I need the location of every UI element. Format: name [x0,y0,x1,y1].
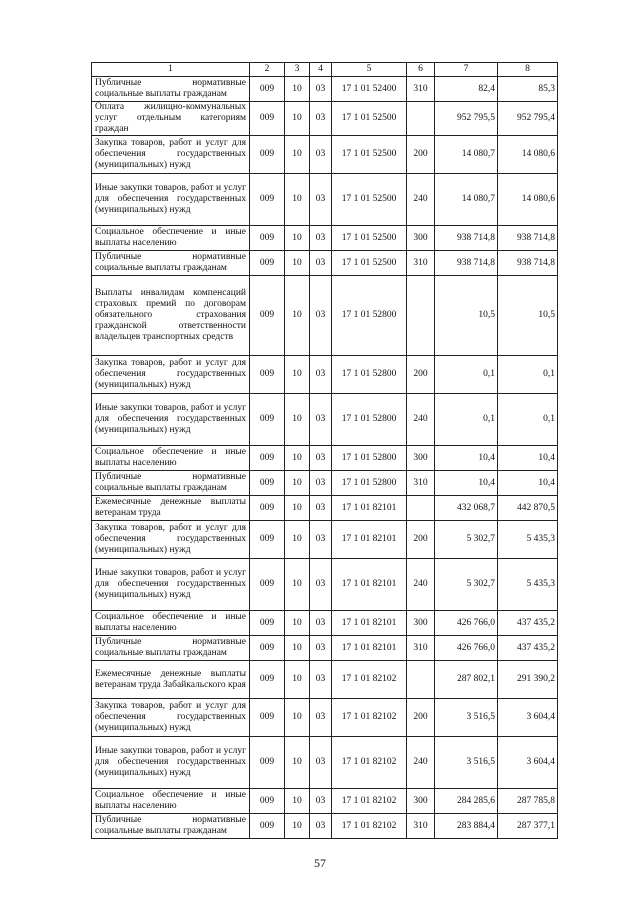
row-value-cell: 03 [310,661,332,699]
row-value-cell: 287 785,8 [498,789,558,814]
row-value-cell: 17 1 01 82102 [332,699,407,737]
row-value-cell: 009 [250,136,285,174]
row-value-cell: 009 [250,789,285,814]
row-value-cell: 85,3 [498,77,558,102]
row-value-cell: 03 [310,737,332,789]
row-value-cell: 17 1 01 52800 [332,471,407,496]
row-value-cell: 10 [285,102,310,136]
row-value-cell: 17 1 01 52500 [332,251,407,276]
row-name-cell: Социальное обеспечение и иные выплаты населению [92,611,250,636]
row-value-cell: 10 [285,471,310,496]
table-row [92,814,558,839]
column-header: 3 [285,63,310,77]
row-value-cell: 10 [285,136,310,174]
column-header: 8 [498,63,558,77]
row-value-cell: 200 [407,356,435,394]
row-value-cell: 17 1 01 82101 [332,559,407,611]
row-value-cell: 0,1 [498,356,558,394]
row-value-cell: 17 1 01 82102 [332,814,407,839]
row-value-cell: 17 1 01 82102 [332,789,407,814]
row-name-cell: Публичные нормативные социальные выплаты гражданам [92,814,250,839]
row-value-cell: 03 [310,102,332,136]
row-value-cell: 17 1 01 82101 [332,521,407,559]
row-value-cell: 009 [250,737,285,789]
table-row [92,471,558,496]
row-value-cell: 17 1 01 52500 [332,226,407,251]
row-value-cell: 432 068,7 [435,496,498,521]
row-name-cell: Социальное обеспечение и иные выплаты населению [92,446,250,471]
row-name-cell: Социальное обеспечение и иные выплаты населению [92,226,250,251]
header-row [92,63,558,77]
row-name-cell: Иные закупки товаров, работ и услуг для обеспечения государственных (муниципальных) нужд [92,394,250,446]
table-row [92,699,558,737]
row-value-cell: 009 [250,446,285,471]
row-value-cell: 82,4 [435,77,498,102]
table-row [92,521,558,559]
row-value-cell: 442 870,5 [498,496,558,521]
row-value-cell: 10 [285,356,310,394]
table-row [92,789,558,814]
row-value-cell [407,276,435,356]
row-value-cell: 426 766,0 [435,636,498,661]
column-header: 5 [332,63,407,77]
row-value-cell: 284 285,6 [435,789,498,814]
row-value-cell: 009 [250,226,285,251]
row-value-cell: 10 [285,251,310,276]
row-value-cell: 17 1 01 82101 [332,496,407,521]
row-value-cell: 10 [285,814,310,839]
row-value-cell: 310 [407,77,435,102]
row-value-cell: 03 [310,394,332,446]
row-value-cell: 287 377,1 [498,814,558,839]
row-value-cell: 300 [407,611,435,636]
row-value-cell: 5 435,3 [498,521,558,559]
row-value-cell: 17 1 01 52800 [332,356,407,394]
budget-table [91,62,558,839]
row-value-cell: 10 [285,226,310,251]
row-value-cell: 10,4 [498,471,558,496]
row-value-cell: 009 [250,251,285,276]
row-value-cell: 17 1 01 52800 [332,276,407,356]
row-name-cell: Публичные нормативные социальные выплаты гражданам [92,251,250,276]
row-value-cell: 17 1 01 82101 [332,611,407,636]
row-value-cell: 240 [407,737,435,789]
row-value-cell: 17 1 01 52500 [332,174,407,226]
row-value-cell: 10,4 [435,471,498,496]
row-value-cell: 009 [250,471,285,496]
row-value-cell: 310 [407,471,435,496]
row-value-cell: 03 [310,814,332,839]
row-value-cell: 310 [407,636,435,661]
table-row [92,226,558,251]
row-name-cell: Иные закупки товаров, работ и услуг для обеспечения государственных (муниципальных) нужд [92,559,250,611]
row-value-cell: 10 [285,699,310,737]
row-value-cell: 03 [310,251,332,276]
row-value-cell: 03 [310,496,332,521]
row-value-cell: 03 [310,699,332,737]
row-value-cell: 009 [250,394,285,446]
row-value-cell: 10 [285,276,310,356]
row-value-cell: 009 [250,496,285,521]
row-value-cell: 03 [310,611,332,636]
row-value-cell: 10,4 [435,446,498,471]
row-value-cell: 5 302,7 [435,521,498,559]
row-value-cell: 17 1 01 82102 [332,737,407,789]
row-value-cell: 03 [310,226,332,251]
row-value-cell: 300 [407,226,435,251]
column-header: 2 [250,63,285,77]
row-name-cell: Ежемесячные денежные выплаты ветеранам труда Забайкальского края [92,661,250,699]
table-row [92,102,558,136]
row-value-cell: 03 [310,559,332,611]
row-value-cell: 17 1 01 82102 [332,661,407,699]
row-value-cell: 10 [285,636,310,661]
row-value-cell: 14 080,6 [498,136,558,174]
row-value-cell: 10 [285,77,310,102]
row-value-cell: 200 [407,699,435,737]
table-row [92,276,558,356]
row-value-cell: 0,1 [435,394,498,446]
row-value-cell: 10 [285,496,310,521]
row-value-cell: 10,5 [435,276,498,356]
row-value-cell: 3 516,5 [435,699,498,737]
row-value-cell: 009 [250,521,285,559]
row-value-cell: 03 [310,446,332,471]
row-value-cell: 10 [285,611,310,636]
row-value-cell: 14 080,7 [435,174,498,226]
row-value-cell: 310 [407,814,435,839]
row-value-cell: 3 604,4 [498,699,558,737]
row-value-cell: 17 1 01 82101 [332,636,407,661]
row-name-cell: Социальное обеспечение и иные выплаты населению [92,789,250,814]
row-value-cell: 300 [407,789,435,814]
row-value-cell: 10 [285,737,310,789]
row-value-cell: 10,4 [498,446,558,471]
row-value-cell: 009 [250,636,285,661]
row-value-cell: 009 [250,356,285,394]
row-value-cell: 437 435,2 [498,611,558,636]
row-value-cell: 10 [285,394,310,446]
row-value-cell: 10 [285,789,310,814]
table-row [92,661,558,699]
row-value-cell: 009 [250,814,285,839]
row-value-cell: 310 [407,251,435,276]
row-value-cell: 3 516,5 [435,737,498,789]
row-value-cell: 17 1 01 52400 [332,77,407,102]
row-value-cell: 200 [407,136,435,174]
row-value-cell: 03 [310,471,332,496]
row-value-cell: 0,1 [498,394,558,446]
row-value-cell: 240 [407,559,435,611]
table-row [92,356,558,394]
row-value-cell: 10 [285,521,310,559]
table-row [92,77,558,102]
row-value-cell: 0,1 [435,356,498,394]
column-header: 7 [435,63,498,77]
row-name-cell: Иные закупки товаров, работ и услуг для обеспечения государственных (муниципальных) нужд [92,737,250,789]
table-row [92,394,558,446]
row-value-cell [407,496,435,521]
table-row [92,251,558,276]
row-name-cell: Закупка товаров, работ и услуг для обеспечения государственных (муниципальных) нужд [92,136,250,174]
row-value-cell: 10 [285,174,310,226]
row-value-cell: 200 [407,521,435,559]
row-value-cell: 009 [250,699,285,737]
row-name-cell: Закупка товаров, работ и услуг для обеспечения государственных (муниципальных) нужд [92,699,250,737]
row-value-cell: 3 604,4 [498,737,558,789]
column-header: 4 [310,63,332,77]
row-name-cell: Публичные нормативные социальные выплаты гражданам [92,77,250,102]
row-value-cell: 03 [310,174,332,226]
row-value-cell: 009 [250,102,285,136]
row-value-cell: 03 [310,521,332,559]
column-header: 6 [407,63,435,77]
row-value-cell: 03 [310,136,332,174]
row-value-cell: 009 [250,174,285,226]
row-value-cell: 17 1 01 52500 [332,136,407,174]
table-row [92,559,558,611]
row-value-cell: 240 [407,174,435,226]
row-value-cell: 009 [250,276,285,356]
row-value-cell: 17 1 01 52800 [332,394,407,446]
row-value-cell: 10 [285,559,310,611]
row-value-cell: 300 [407,446,435,471]
table-row [92,611,558,636]
row-name-cell: Публичные нормативные социальные выплаты гражданам [92,636,250,661]
row-value-cell: 10 [285,446,310,471]
table-row [92,737,558,789]
row-value-cell: 17 1 01 52500 [332,102,407,136]
row-value-cell: 03 [310,636,332,661]
table-row [92,636,558,661]
table-row [92,174,558,226]
column-header: 1 [92,63,250,77]
row-value-cell: 952 795,4 [498,102,558,136]
row-value-cell: 437 435,2 [498,636,558,661]
row-name-cell: Ежемесячные денежные выплаты ветеранам труда [92,496,250,521]
row-value-cell: 938 714,8 [498,251,558,276]
table-row [92,136,558,174]
row-value-cell [407,102,435,136]
row-value-cell: 283 884,4 [435,814,498,839]
row-name-cell: Иные закупки товаров, работ и услуг для обеспечения государственных (муниципальных) нужд [92,174,250,226]
row-name-cell: Выплаты инвалидам компенсаций страховых премий по договорам обязательного страхования гражданской ответственности владельцев транспортных средств [92,276,250,356]
row-name-cell: Закупка товаров, работ и услуг для обеспечения государственных (муниципальных) нужд [92,521,250,559]
row-value-cell: 03 [310,356,332,394]
row-value-cell: 03 [310,77,332,102]
row-value-cell: 17 1 01 52800 [332,446,407,471]
row-value-cell: 291 390,2 [498,661,558,699]
row-value-cell [407,661,435,699]
row-name-cell: Оплата жилищно-коммунальных услуг отдельным категориям граждан [92,102,250,136]
row-value-cell: 009 [250,661,285,699]
table-row [92,446,558,471]
page-number: 57 [314,856,326,870]
row-value-cell: 287 802,1 [435,661,498,699]
row-value-cell: 10 [285,661,310,699]
table-row [92,496,558,521]
row-value-cell: 10,5 [498,276,558,356]
row-value-cell: 009 [250,77,285,102]
row-value-cell: 03 [310,276,332,356]
row-value-cell: 03 [310,789,332,814]
row-value-cell: 240 [407,394,435,446]
row-value-cell: 009 [250,611,285,636]
row-value-cell: 14 080,6 [498,174,558,226]
row-value-cell: 938 714,8 [435,226,498,251]
row-value-cell: 938 714,8 [498,226,558,251]
row-value-cell: 5 302,7 [435,559,498,611]
row-value-cell: 426 766,0 [435,611,498,636]
row-value-cell: 009 [250,559,285,611]
row-name-cell: Закупка товаров, работ и услуг для обеспечения государственных (муниципальных) нужд [92,356,250,394]
row-name-cell: Публичные нормативные социальные выплаты гражданам [92,471,250,496]
row-value-cell: 5 435,3 [498,559,558,611]
row-value-cell: 952 795,5 [435,102,498,136]
row-value-cell: 14 080,7 [435,136,498,174]
row-value-cell: 938 714,8 [435,251,498,276]
